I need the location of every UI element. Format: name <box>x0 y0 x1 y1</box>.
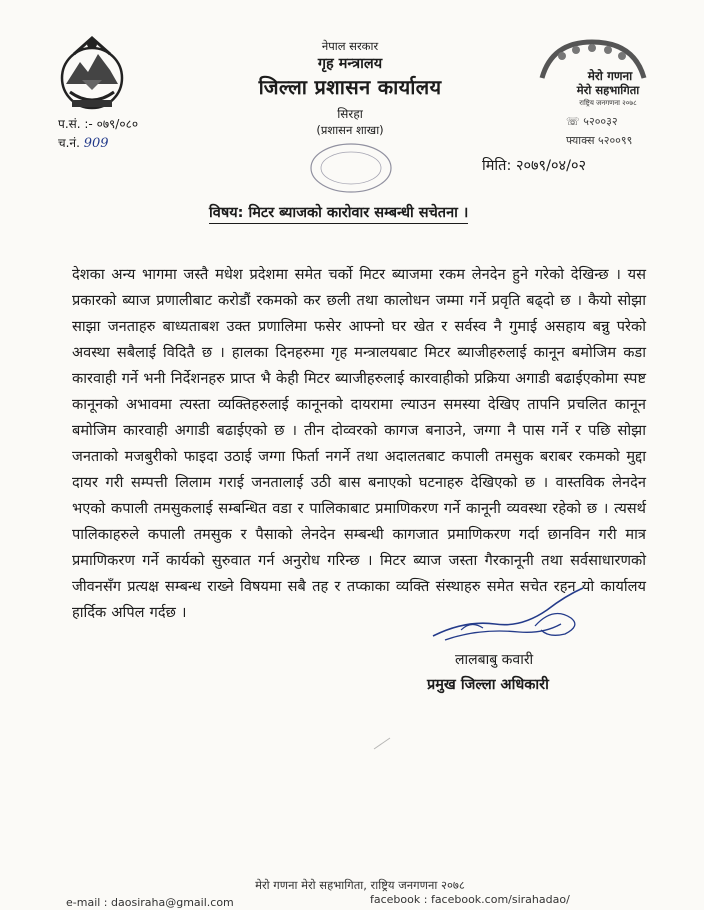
footer-slogan: मेरो गणना मेरो सहभागिता, राष्ट्रिय जनगणना २०७८ <box>255 878 465 892</box>
cn-label: च.नं. <box>58 136 80 150</box>
census-logo-line3: राष्ट्रिय जनगणना २०७८ <box>579 99 637 107</box>
fax-number: फ्याक्स ५२००९९ <box>566 134 633 147</box>
phone-icon: ☏ <box>566 115 580 128</box>
reference-numbers <box>58 115 138 153</box>
census-logo-icon <box>532 36 654 108</box>
letter-date: मिति: २०७९/०४/०२ <box>482 158 587 174</box>
district-name: सिरहा <box>337 107 363 121</box>
phone-value: ५२००३२ <box>583 115 618 128</box>
ps-label: प.सं. :- <box>58 117 93 131</box>
census-logo-line1: मेरो गणना <box>587 69 633 83</box>
ministry-name: गृह मन्त्रालय <box>317 56 383 72</box>
government-name: नेपाल सरकार <box>321 39 379 53</box>
nepal-emblem-icon <box>52 30 132 114</box>
letter-body: देशका अन्य भागमा जस्तै मधेश प्रदेशमा समेत चर्को मिटर ब्याजमा रकम लेनदेन हुने गरेको देखिन्छ । यस प्रकारको ब्याज प्रणालीबाट करोडौं रकमको कर छली तथा कालोधन जम्मा गर्ने प्रवृति बढ्दो छ । कैयो सोझा साझा जनताहरु बाध्यताबश उक्त प्रणालिमा फसेर आफ्नो घर खेत र सर्वस्व नै गुमाई असहाय बन्नु परेको अवस्था सबैलाई विदितै छ । हालका दिनहरुमा गृह मन्त्रालयबाट मिटर ब्याजीहरुलाई कानून बमोजिम कडा कारवाही गर्ने भनी निर्देशनहरु प्राप्त भै केही मिटर ब्याजीहरुलाई कारवाहीको प्रक्रिया अगाडी बढाईएकोमा स्पष्ट कानूनको अभावमा त्यस्ता व्यक्तिहरुलाई कानूनको दायरामा ल्याउन समस्या देखिए तापनि प्रचलित कानून बमोजिम कारवाही अगाडी बढाईएको छ । तीन दोव्वरको कागज बनाउने, जग्गा नै पास गर्ने र पछि सोझा जनताको मजबुरीको फाइदा उठाई जग्गा फिर्ता नगर्ने तथा अदालतबाट कपाली तमसुक बराबर रकमको मुद्दा दायर गरी सम्पत्ती लिलाम गराई जनतालाई उठी बास बनाएको घटनाहरु देखिएको छ । वास्तविक लेनदेन भएको कपाली तमसुकलाई सम्बन्धित वडा र पालिकाबाट प्रमाणिकरण गर्ने कानूनी व्यवस्था रहेको छ । त्यसर्थ पालिकाहरुले कपाली तमसुक र पैसाको लेनदेन सम्बन्धी कागजात प्रमाणिकरण गर्दा छानविन गरी मात्र प्रमाणिकरण गर्ने कार्यको सुरुवात गर्न अनुरोध गरिन्छ । मिटर ब्याज जस्ता गैरकानूनी तथा सर्वसाधारणको जीवनसँग प्रत्यक्ष सम्बन्ध राख्ने विषयमा सबै तह र तप्काका व्यक्ति संस्थाहरु समेत सचेत रहन यो कार्यालय हार्दिक अपिल गर्दछ । <box>72 266 646 621</box>
pen-mark-icon <box>370 735 394 751</box>
letterhead <box>220 38 480 138</box>
signature-icon <box>425 580 595 650</box>
ps-value: ०७९/०८० <box>96 117 139 131</box>
census-logo-line2: मेरो सहभागिता <box>576 83 640 97</box>
phone-number <box>566 112 632 131</box>
signer-title: प्रमुख जिल्ला अधिकारी <box>427 677 549 693</box>
branch-name: (प्रशासन शाखा) <box>316 123 384 137</box>
signer-name: लालबाबु कवारी <box>455 652 534 668</box>
footer-email: e-mail : daosiraha@gmail.com <box>66 896 234 909</box>
ps-number <box>58 115 138 134</box>
footer-facebook: facebook : facebook.com/sirahadao/ <box>370 893 570 906</box>
office-name: जिल्ला प्रशासन कार्यालय <box>258 75 442 99</box>
office-stamp-icon <box>306 140 396 196</box>
cn-number <box>58 134 138 153</box>
cn-value: 909 <box>83 136 109 151</box>
contact-info <box>566 112 632 150</box>
letter-subject: विषय: मिटर ब्याजको कारोवार सम्बन्धी सचेतना । <box>209 202 468 224</box>
